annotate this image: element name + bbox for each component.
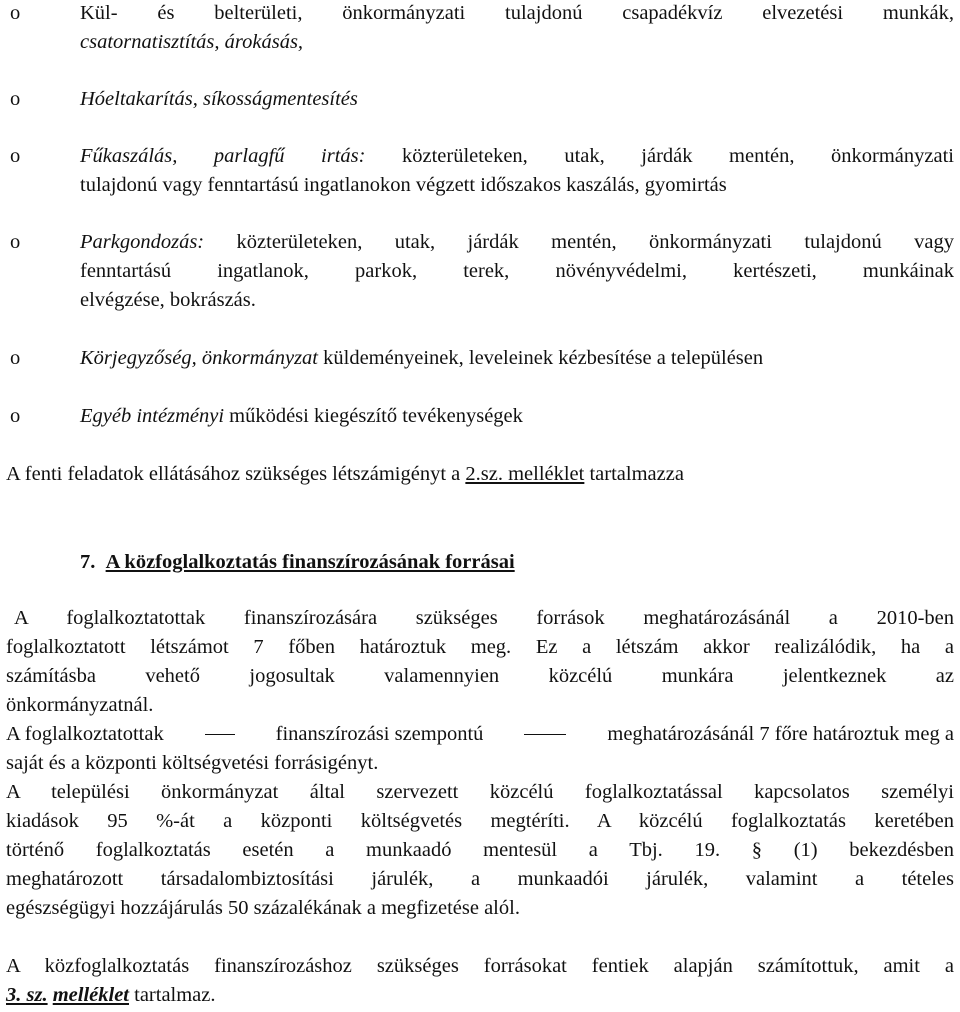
bullet-6-line	[80, 403, 523, 429]
section-heading	[80, 549, 515, 575]
bullet-6-text: működési kiegészítő tevékenységek	[229, 405, 523, 427]
para-4-text-end: tartalmaz.	[134, 984, 216, 1006]
para-2-text-2: saját és a központi költségvetési forrásigényt.	[6, 752, 379, 774]
bullet-1-text: Kül- és belterületi, önkormányzati tulajdonú csapadékvíz elvezetési munkák,	[80, 2, 954, 24]
section-title: A közfoglalkoztatás finanszírozásának forrásai	[105, 551, 515, 573]
bullet-4-text: közterületeken, utak, járdák mentén, önkormányzati tulajdonú vagy	[236, 231, 954, 253]
bullet-6-italic: Egyéb intézményi	[80, 405, 225, 427]
bullet-3-line-1	[80, 143, 954, 169]
para-4-line-1	[6, 953, 954, 979]
para-1-line-4	[6, 692, 153, 718]
para-3-text-2: kiadások 95 %-át a központi költségvetés megtéríti. A közcélú foglalkoztatás keretében	[6, 810, 954, 832]
bullet-marker: o	[10, 231, 21, 253]
para-2-text-a: A foglalkoztatottak	[6, 723, 164, 745]
section-number: 7.	[80, 551, 96, 573]
para-3-line-3	[6, 837, 954, 863]
para-3-line-4	[6, 866, 954, 892]
para-1-text-4: önkormányzatnál.	[6, 694, 154, 716]
bullet-1-line-2	[80, 29, 303, 55]
para-1-line-1	[14, 605, 954, 631]
para-3-line-5	[6, 895, 520, 921]
bullet-5-line	[80, 345, 763, 371]
bullet-3-italic: Fűkaszálás, parlagfű irtás:	[80, 145, 366, 167]
bullet-4-line-2	[80, 258, 954, 284]
bullet-4-text-2: fenntartású ingatlanok, parkok, terek, növényvédelmi, kertészeti, munkáinak	[80, 260, 954, 282]
para-3-text-4: meghatározott társadalombiztosítási járulék, a munkaadói járulék, valamint a tételes	[6, 868, 954, 890]
para-3-text-5: egészségügyi hozzájárulás 50 százalékának a megfizetése alól.	[6, 897, 520, 919]
bullet-2-line	[80, 86, 358, 112]
summary-text: A fenti feladatok ellátásához szükséges létszámigényt a	[6, 463, 461, 485]
bullet-1-italic: csatornatisztítás, árokásás,	[80, 31, 304, 53]
para-1-text-1: A foglalkoztatottak finanszírozására szükséges források meghatározásánál a 2010-ben	[14, 607, 954, 629]
bullet-marker: o	[10, 2, 21, 24]
para-3-text-1: A települési önkormányzat által szervezett közcélú foglalkoztatással kapcsolatos személyi	[6, 781, 954, 803]
para-4-text-1: A közfoglalkoztatás finanszírozáshoz szükséges forrásokat fentiek alapján számítottuk, amit a	[6, 955, 954, 977]
annex-3-number: 3. sz.	[6, 984, 48, 1006]
para-1-text-3: számításba vehető jogosultak valamennyien közcélú munkára jelentkeznek az	[6, 665, 954, 687]
em-dash	[205, 734, 235, 735]
bullet-marker: o	[10, 88, 21, 110]
em-dash	[524, 734, 566, 735]
summary-text-end: tartalmazza	[589, 463, 684, 485]
bullet-marker: o	[10, 347, 21, 369]
bullet-marker: o	[10, 405, 21, 427]
annex-3-word: melléklet	[52, 984, 129, 1006]
bullet-1-line-1	[80, 0, 954, 26]
summary-line	[6, 461, 684, 487]
para-4-line-2	[6, 982, 216, 1008]
para-2-text-c: meghatározásánál 7 főre határoztuk meg a	[607, 723, 954, 745]
bullet-3-text-2: tulajdonú vagy fenntartású ingatlanokon végzett időszakos kaszálás, gyomirtás	[80, 174, 727, 196]
para-3-text-3: történő foglalkoztatás esetén a munkaadó mentesül a Tbj. 19. § (1) bekezdésben	[6, 839, 954, 861]
para-2-line-1	[6, 721, 954, 747]
bullet-5-italic: Körjegyzőség, önkormányzat	[80, 347, 319, 369]
para-1-line-3	[6, 663, 954, 689]
para-2-line-2	[6, 750, 378, 776]
bullet-marker: o	[10, 145, 21, 167]
bullet-3-text: közterületeken, utak, járdák mentén, önkormányzati	[402, 145, 954, 167]
bullet-5-text: küldeményeinek, leveleinek kézbesítése a településen	[323, 347, 764, 369]
annex-2-reference: 2.sz. melléklet	[465, 463, 585, 485]
bullet-3-line-2	[80, 172, 727, 198]
bullet-4-italic: Parkgondozás:	[80, 231, 205, 253]
para-2-text-b: finanszírozási szempontú	[275, 723, 484, 745]
bullet-4-line-1	[80, 229, 954, 255]
para-3-line-2	[6, 808, 954, 834]
bullet-4-text-3: elvégzése, bokrászás.	[80, 289, 256, 311]
bullet-4-line-3	[80, 287, 256, 313]
para-1-line-2	[6, 634, 954, 660]
bullet-2-italic: Hóeltakarítás, síkosságmentesítés	[80, 88, 358, 110]
para-3-line-1	[6, 779, 954, 805]
para-1-text-2: foglalkoztatott létszámot 7 főben határoztuk meg. Ez a létszám akkor realizálódik, ha a	[6, 636, 954, 658]
